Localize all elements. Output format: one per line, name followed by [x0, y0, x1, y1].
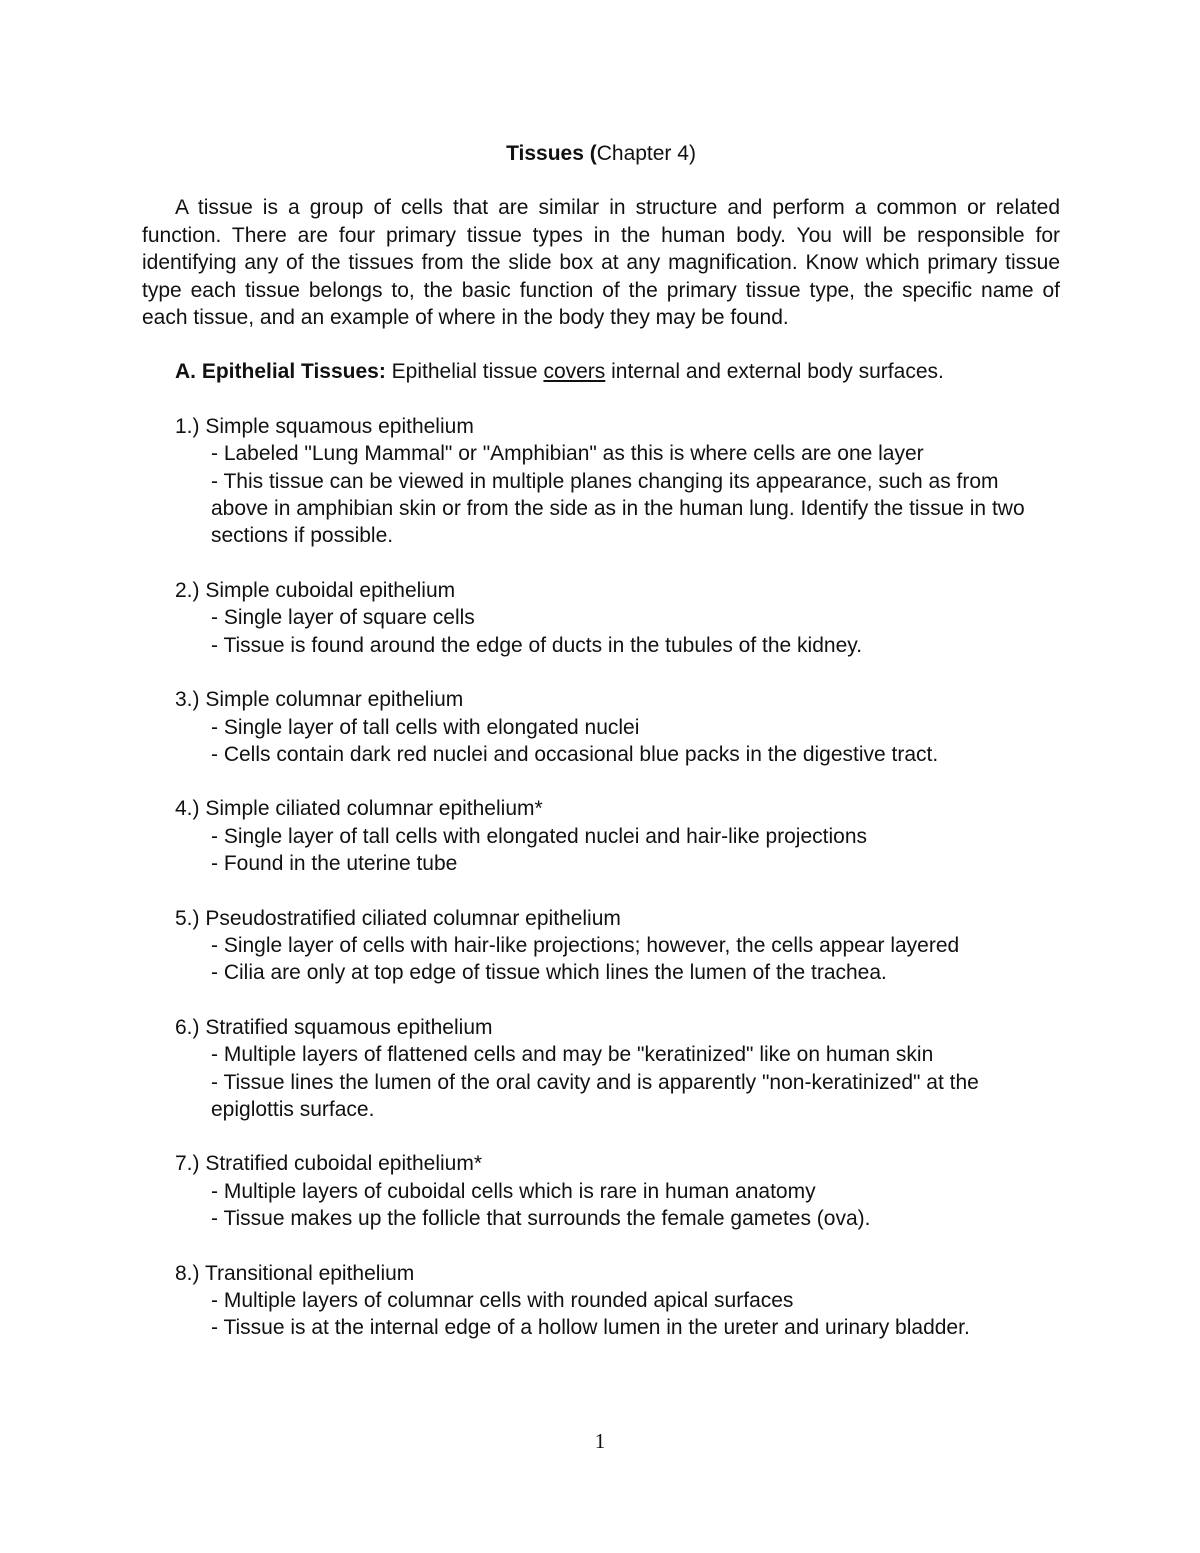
- tissue-item-details: [175, 440, 1060, 550]
- tissue-item-detail: - Multiple layers of columnar cells with rounded apical surfaces: [211, 1289, 794, 1312]
- tissue-item-title: 6.) Stratified squamous epithelium: [175, 1015, 493, 1039]
- tissue-item-title: 5.) Pseudostratified ciliated columnar epithelium: [175, 906, 621, 930]
- title-bold: Tissues (: [506, 142, 597, 165]
- tissue-item-details: [175, 823, 1060, 878]
- tissue-item-detail: - Tissue is at the internal edge of a hollow lumen in the ureter and urinary bladder.: [211, 1316, 970, 1340]
- tissue-item-details: [175, 714, 1060, 769]
- tissue-item-detail: - This tissue can be viewed in multiple planes changing its appearance, such as from above in amphibian skin or from the side as in the human lung. Identify the tissue in two sections if possible.: [211, 469, 1025, 548]
- tissue-item-title: 7.) Stratified cuboidal epithelium*: [175, 1152, 483, 1176]
- tissue-item-title: 4.) Simple ciliated columnar epithelium*: [175, 797, 543, 821]
- tissue-item-details: [175, 932, 1060, 987]
- tissue-list: [142, 413, 1060, 1342]
- tissue-item-detail: - Cilia are only at top edge of tissue which lines the lumen of the trachea.: [211, 961, 887, 985]
- section-text-after: internal and external body surfaces.: [605, 360, 944, 384]
- tissue-item: [175, 413, 1060, 550]
- tissue-item-detail: - Tissue makes up the follicle that surrounds the female gametes (ova).: [211, 1207, 871, 1231]
- intro-paragraph: A tissue is a group of cells that are similar in structure and perform a common or related function. There are four primary tissue types in the human body. You will be responsible for identifying any of the tissues from the slide box at any magnification. Know which primary tissue type each tissue belongs to, the basic function of the primary tissue type, the specific name of each tissue, and an example of where in the body they may be found.: [142, 196, 1060, 330]
- tissue-item-details: [175, 1287, 1060, 1342]
- tissue-item-detail: - Labeled "Lung Mammal" or "Amphibian" as this is where cells are one layer: [211, 442, 924, 466]
- tissue-item-details: [175, 604, 1060, 659]
- tissue-item-detail: - Single layer of square cells: [211, 606, 475, 630]
- tissue-item-detail: - Single layer of tall cells with elongated nuclei and hair-like projections: [211, 824, 868, 848]
- page-title: [142, 140, 1060, 167]
- tissue-item: [175, 905, 1060, 987]
- tissue-item: [175, 1014, 1060, 1124]
- tissue-item-detail: - Tissue lines the lumen of the oral cavity and is apparently "non-keratinized" at the epiglottis surface.: [211, 1070, 979, 1121]
- tissue-item-details: [175, 1178, 1060, 1233]
- section-heading-epithelial: [175, 358, 1060, 385]
- tissue-item: [175, 577, 1060, 659]
- tissue-item-detail: - Tissue is found around the edge of ducts in the tubules of the kidney.: [211, 633, 863, 657]
- title-rest: Chapter 4): [596, 142, 696, 165]
- section-text-before: Epithelial tissue: [385, 360, 544, 384]
- tissue-item: [175, 1150, 1060, 1232]
- tissue-item-detail: - Multiple layers of flattened cells and may be "keratinized" like on human skin: [211, 1043, 934, 1067]
- tissue-item-title: 1.) Simple squamous epithelium: [175, 414, 474, 438]
- tissue-item: [175, 686, 1060, 768]
- tissue-item-detail: - Single layer of tall cells with elongated nuclei: [211, 715, 640, 739]
- page-number: 1: [594, 1429, 606, 1453]
- tissue-item: [175, 795, 1060, 877]
- tissue-item-detail: - Found in the uterine tube: [211, 852, 458, 876]
- tissue-item-title: 3.) Simple columnar epithelium: [175, 688, 464, 712]
- tissue-item-detail: - Cells contain dark red nuclei and occasional blue packs in the digestive tract.: [211, 742, 939, 766]
- section-underlined-word: covers: [543, 360, 606, 384]
- tissue-item-title: 2.) Simple cuboidal epithelium: [175, 578, 456, 602]
- tissue-item-title: 8.) Transitional epithelium: [175, 1261, 415, 1285]
- tissue-item-details: [175, 1041, 1060, 1123]
- tissue-item: [175, 1260, 1060, 1342]
- document-page: [142, 140, 1060, 1369]
- section-label: A. Epithelial Tissues:: [175, 360, 386, 384]
- tissue-item-detail: - Single layer of cells with hair-like projections; however, the cells appear layered: [211, 933, 960, 957]
- tissue-item-detail: - Multiple layers of cuboidal cells which is rare in human anatomy: [211, 1179, 816, 1203]
